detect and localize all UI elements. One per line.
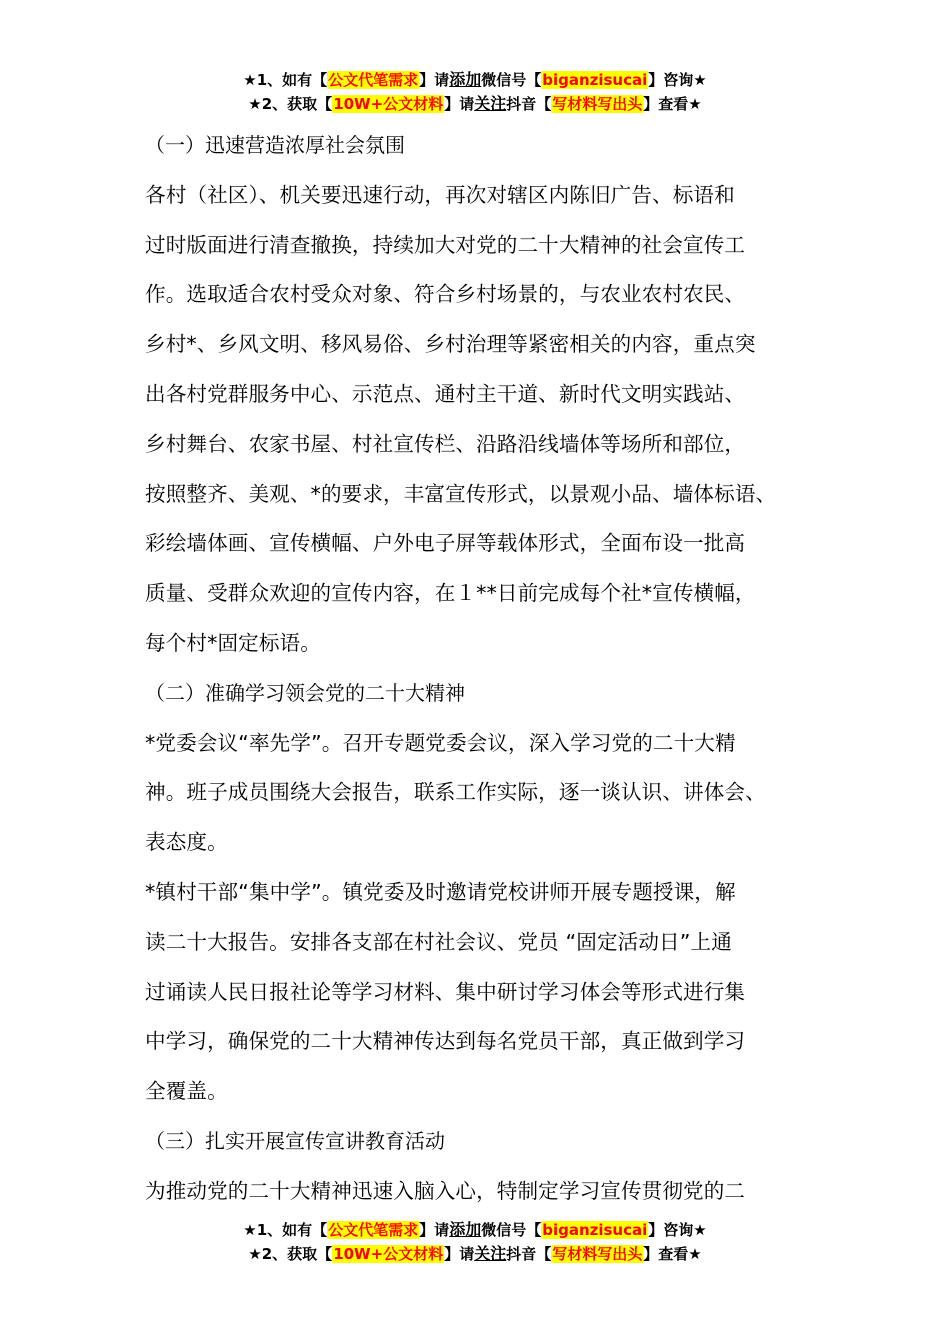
text-line: 过诵读人民日报社论等学习材料、集中研讨学习体会等形式进行集	[145, 979, 746, 1004]
text-line: 为推动党的二十大精神迅速入脑入心，特制定学习宣传贯彻党的二	[145, 1178, 746, 1203]
banner-line-2: ★2、获取【10W+公文材料】请关注抖音【写材料写出头】查看★	[248, 1244, 702, 1263]
text-line: 乡村*、乡风文明、移风易俗、乡村治理等紧密相关的内容，重点突	[145, 332, 756, 357]
text-line: 彩绘墙体画、宣传横幅、户外电子屏等载体形式，全面布设一批高	[145, 531, 746, 556]
section-heading: （二）准确学习领会党的二十大精神	[145, 680, 465, 705]
banner-emphasis: 关注	[474, 1244, 507, 1263]
banner-highlight-id: biganzisucai	[542, 1221, 648, 1239]
text-line: 读二十大报告。安排各支部在村社会议、党员 “固定活动日”上通	[145, 929, 732, 954]
text-line: 过时版面进行清查撤换，持续加大对党的二十大精神的社会宣传工	[145, 232, 746, 257]
top-banner	[0, 68, 950, 116]
banner-line-2: ★2、获取【10W+公文材料】请关注抖音【写材料写出头】查看★	[248, 94, 702, 113]
banner-highlight: 10W+公文材料	[333, 1245, 444, 1263]
text-line: 按照整齐、美观、*的要求，丰富宣传形式，以景观小品、墙体标语、	[145, 481, 777, 506]
banner-line-1: ★1、如有【公文代笔需求】请添加微信号【biganzisucai】咨询★	[243, 1220, 707, 1239]
section-heading: （三）扎实开展宣传宣讲教育活动	[145, 1128, 445, 1153]
banner-emphasis: 添加	[449, 70, 482, 89]
text-line: 各村（社区）、机关要迅速行动，再次对辖区内陈旧广告、标语和	[145, 182, 735, 207]
document-body	[145, 121, 825, 1217]
banner-emphasis: 添加	[449, 1220, 482, 1239]
text-line: 出各村党群服务中心、示范点、通村主干道、新时代文明实践站、	[145, 381, 746, 406]
banner-highlight-id: biganzisucai	[542, 71, 648, 89]
banner-line-1: ★1、如有【公文代笔需求】请添加微信号【biganzisucai】咨询★	[243, 70, 707, 89]
banner-highlight: 公文代笔需求	[328, 71, 419, 89]
banner-highlight-account: 写材料写出头	[552, 1245, 643, 1263]
text-line: 全覆盖。	[145, 1079, 228, 1104]
text-line: 神。班子成员围绕大会报告，联系工作实际，逐一谈认识、讲体会、	[145, 780, 766, 805]
banner-highlight: 10W+公文材料	[333, 95, 444, 113]
text-line: *党委会议“率先学”。召开专题党委会议，深入学习党的二十大精	[145, 730, 736, 755]
banner-highlight: 公文代笔需求	[328, 1221, 419, 1239]
banner-highlight-account: 写材料写出头	[552, 95, 643, 113]
section-heading: （一）迅速营造浓厚社会氛围	[145, 133, 405, 157]
text-line: *镇村干部“集中学”。镇党委及时邀请党校讲师开展专题授课，解	[145, 879, 736, 904]
text-line: 作。选取适合农村受众对象、符合乡村场景的，与农业农村农民、	[145, 282, 746, 307]
bottom-banner	[0, 1218, 950, 1266]
text-line: 每个村*固定标语。	[145, 630, 321, 655]
banner-emphasis: 关注	[474, 94, 507, 113]
text-line: 质量、受群众欢迎的宣传内容，在１**日前完成每个社*宣传横幅，	[145, 581, 756, 606]
text-line: 乡村舞台、农家书屋、村社宣传栏、沿路沿线墙体等场所和部位，	[145, 431, 746, 456]
text-line: 表态度。	[145, 830, 228, 855]
text-line: 中学习，确保党的二十大精神传达到每名党员干部，真正做到学习	[145, 1029, 746, 1054]
